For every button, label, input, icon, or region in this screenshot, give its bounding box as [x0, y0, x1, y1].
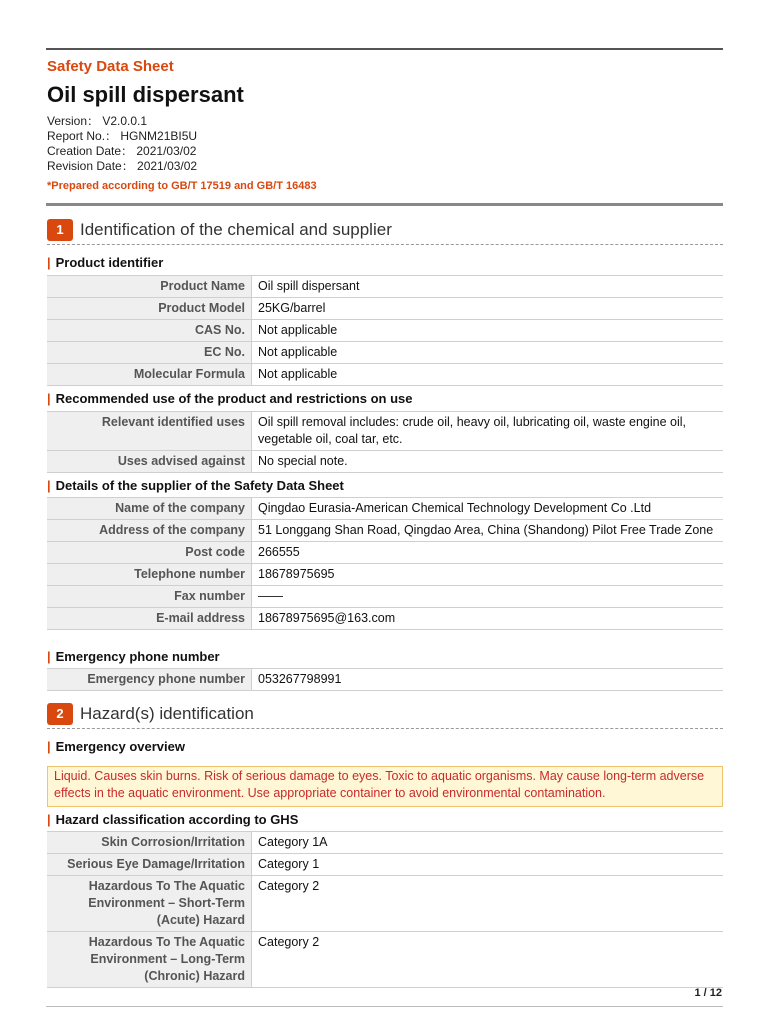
row-key: EC No.: [47, 342, 252, 364]
row-value: 18678975695: [252, 564, 724, 586]
row-value: Category 1: [252, 854, 724, 876]
section-number-badge: 2: [47, 703, 73, 725]
page-number: 1 / 12: [694, 987, 722, 999]
meta-creation-date: Creation Date： 2021/03/02: [47, 144, 197, 158]
recommended-use-table: [47, 411, 723, 473]
table-row: [47, 276, 723, 298]
ghs-classification-table: [47, 831, 723, 988]
table-row: [47, 876, 723, 932]
footer-rule: [46, 1006, 723, 1007]
table-row: [47, 832, 723, 854]
prepared-note: *Prepared according to GB/T 17519 and GB/T 16483: [47, 180, 317, 192]
table-row: [47, 542, 723, 564]
table-row: [47, 586, 723, 608]
document-title: Oil spill dispersant: [47, 82, 244, 107]
row-key: Fax number: [47, 586, 252, 608]
subheading-marker: |: [47, 649, 51, 664]
row-value: 266555: [252, 542, 724, 564]
section-title: Hazard(s) identification: [80, 704, 254, 723]
table-row: [47, 320, 723, 342]
table-row: [47, 564, 723, 586]
table-row: [47, 364, 723, 386]
subheading-marker: |: [47, 255, 51, 270]
row-value: Qingdao Eurasia-American Chemical Technology Development Co .Ltd: [252, 498, 724, 520]
row-value: Not applicable: [252, 342, 724, 364]
emergency-overview-box: Liquid. Causes skin burns. Risk of serious damage to eyes. Toxic to aquatic organisms. May cause long-term adverse effects in the aquatic environment. Use appropriate container to avoid environmental contamination.: [47, 766, 723, 807]
section-1-heading: [47, 218, 723, 245]
row-key: Product Model: [47, 298, 252, 320]
meta-report-no: Report No.： HGNM21BI5U: [47, 129, 198, 143]
document-type-label: Safety Data Sheet: [47, 58, 174, 75]
row-value: 18678975695@163.com: [252, 608, 724, 630]
top-rule: [46, 48, 723, 50]
row-key: Hazardous To The Aquatic Environment – Long-Term (Chronic) Hazard: [47, 932, 252, 988]
subheading-supplier-details: [47, 478, 344, 493]
meta-version: Version： V2.0.0.1: [47, 114, 148, 128]
subheading-marker: |: [47, 478, 51, 493]
row-value: ——: [252, 586, 724, 608]
table-row: [47, 298, 723, 320]
subheading-emergency-overview: [47, 739, 185, 754]
row-value: Oil spill removal includes: crude oil, heavy oil, lubricating oil, waste engine oil, vegetable oil, coal tar, etc.: [252, 412, 724, 451]
subheading-marker: |: [47, 739, 51, 754]
subheading-text: Hazard classification according to GHS: [55, 812, 299, 827]
row-key: Hazardous To The Aquatic Environment – Short-Term (Acute) Hazard: [47, 876, 252, 932]
subheading-marker: |: [47, 812, 51, 827]
subheading-product-identifier: [47, 255, 163, 270]
supplier-table: [47, 497, 723, 630]
subheading-ghs-classification: [47, 812, 298, 827]
meta-revision-date: Revision Date： 2021/03/02: [47, 159, 198, 173]
table-row: [47, 412, 723, 451]
row-value: Category 2: [252, 932, 724, 988]
row-value: 25KG/barrel: [252, 298, 724, 320]
row-key: Address of the company: [47, 520, 252, 542]
table-row: [47, 451, 723, 473]
subheading-marker: |: [47, 391, 51, 406]
row-value: No special note.: [252, 451, 724, 473]
row-key: Molecular Formula: [47, 364, 252, 386]
row-key: CAS No.: [47, 320, 252, 342]
row-key: Skin Corrosion/Irritation: [47, 832, 252, 854]
row-value: Category 2: [252, 876, 724, 932]
emergency-phone-table: [47, 668, 723, 691]
table-row: [47, 520, 723, 542]
row-key: Post code: [47, 542, 252, 564]
row-key: E-mail address: [47, 608, 252, 630]
row-value: Not applicable: [252, 364, 724, 386]
row-value: Category 1A: [252, 832, 724, 854]
row-key: Uses advised against: [47, 451, 252, 473]
table-row: [47, 498, 723, 520]
row-key: Name of the company: [47, 498, 252, 520]
subheading-text: Details of the supplier of the Safety Data Sheet: [55, 478, 344, 493]
table-row: [47, 854, 723, 876]
row-value: 053267798991: [252, 669, 724, 691]
table-row: [47, 608, 723, 630]
row-value: Not applicable: [252, 320, 724, 342]
section-number-badge: 1: [47, 219, 73, 241]
section-title: Identification of the chemical and supplier: [80, 220, 392, 239]
table-row: [47, 669, 723, 691]
subheading-text: Product identifier: [55, 255, 164, 270]
table-row: [47, 932, 723, 988]
row-value: 51 Longgang Shan Road, Qingdao Area, China (Shandong) Pilot Free Trade Zone: [252, 520, 724, 542]
subheading-text: Recommended use of the product and restrictions on use: [55, 391, 413, 406]
subheading-text: Emergency phone number: [55, 649, 220, 664]
table-row: [47, 342, 723, 364]
row-key: Relevant identified uses: [47, 412, 252, 451]
subheading-emergency-phone: [47, 649, 220, 664]
row-key: Telephone number: [47, 564, 252, 586]
subheading-recommended-use: [47, 391, 412, 406]
section-2-heading: [47, 702, 723, 729]
header-divider: [46, 203, 723, 206]
product-identifier-table: [47, 275, 723, 386]
row-value: Oil spill dispersant: [252, 276, 724, 298]
document-meta: [47, 114, 197, 174]
row-key: Emergency phone number: [47, 669, 252, 691]
row-key: Product Name: [47, 276, 252, 298]
row-key: Serious Eye Damage/Irritation: [47, 854, 252, 876]
subheading-text: Emergency overview: [55, 739, 185, 754]
